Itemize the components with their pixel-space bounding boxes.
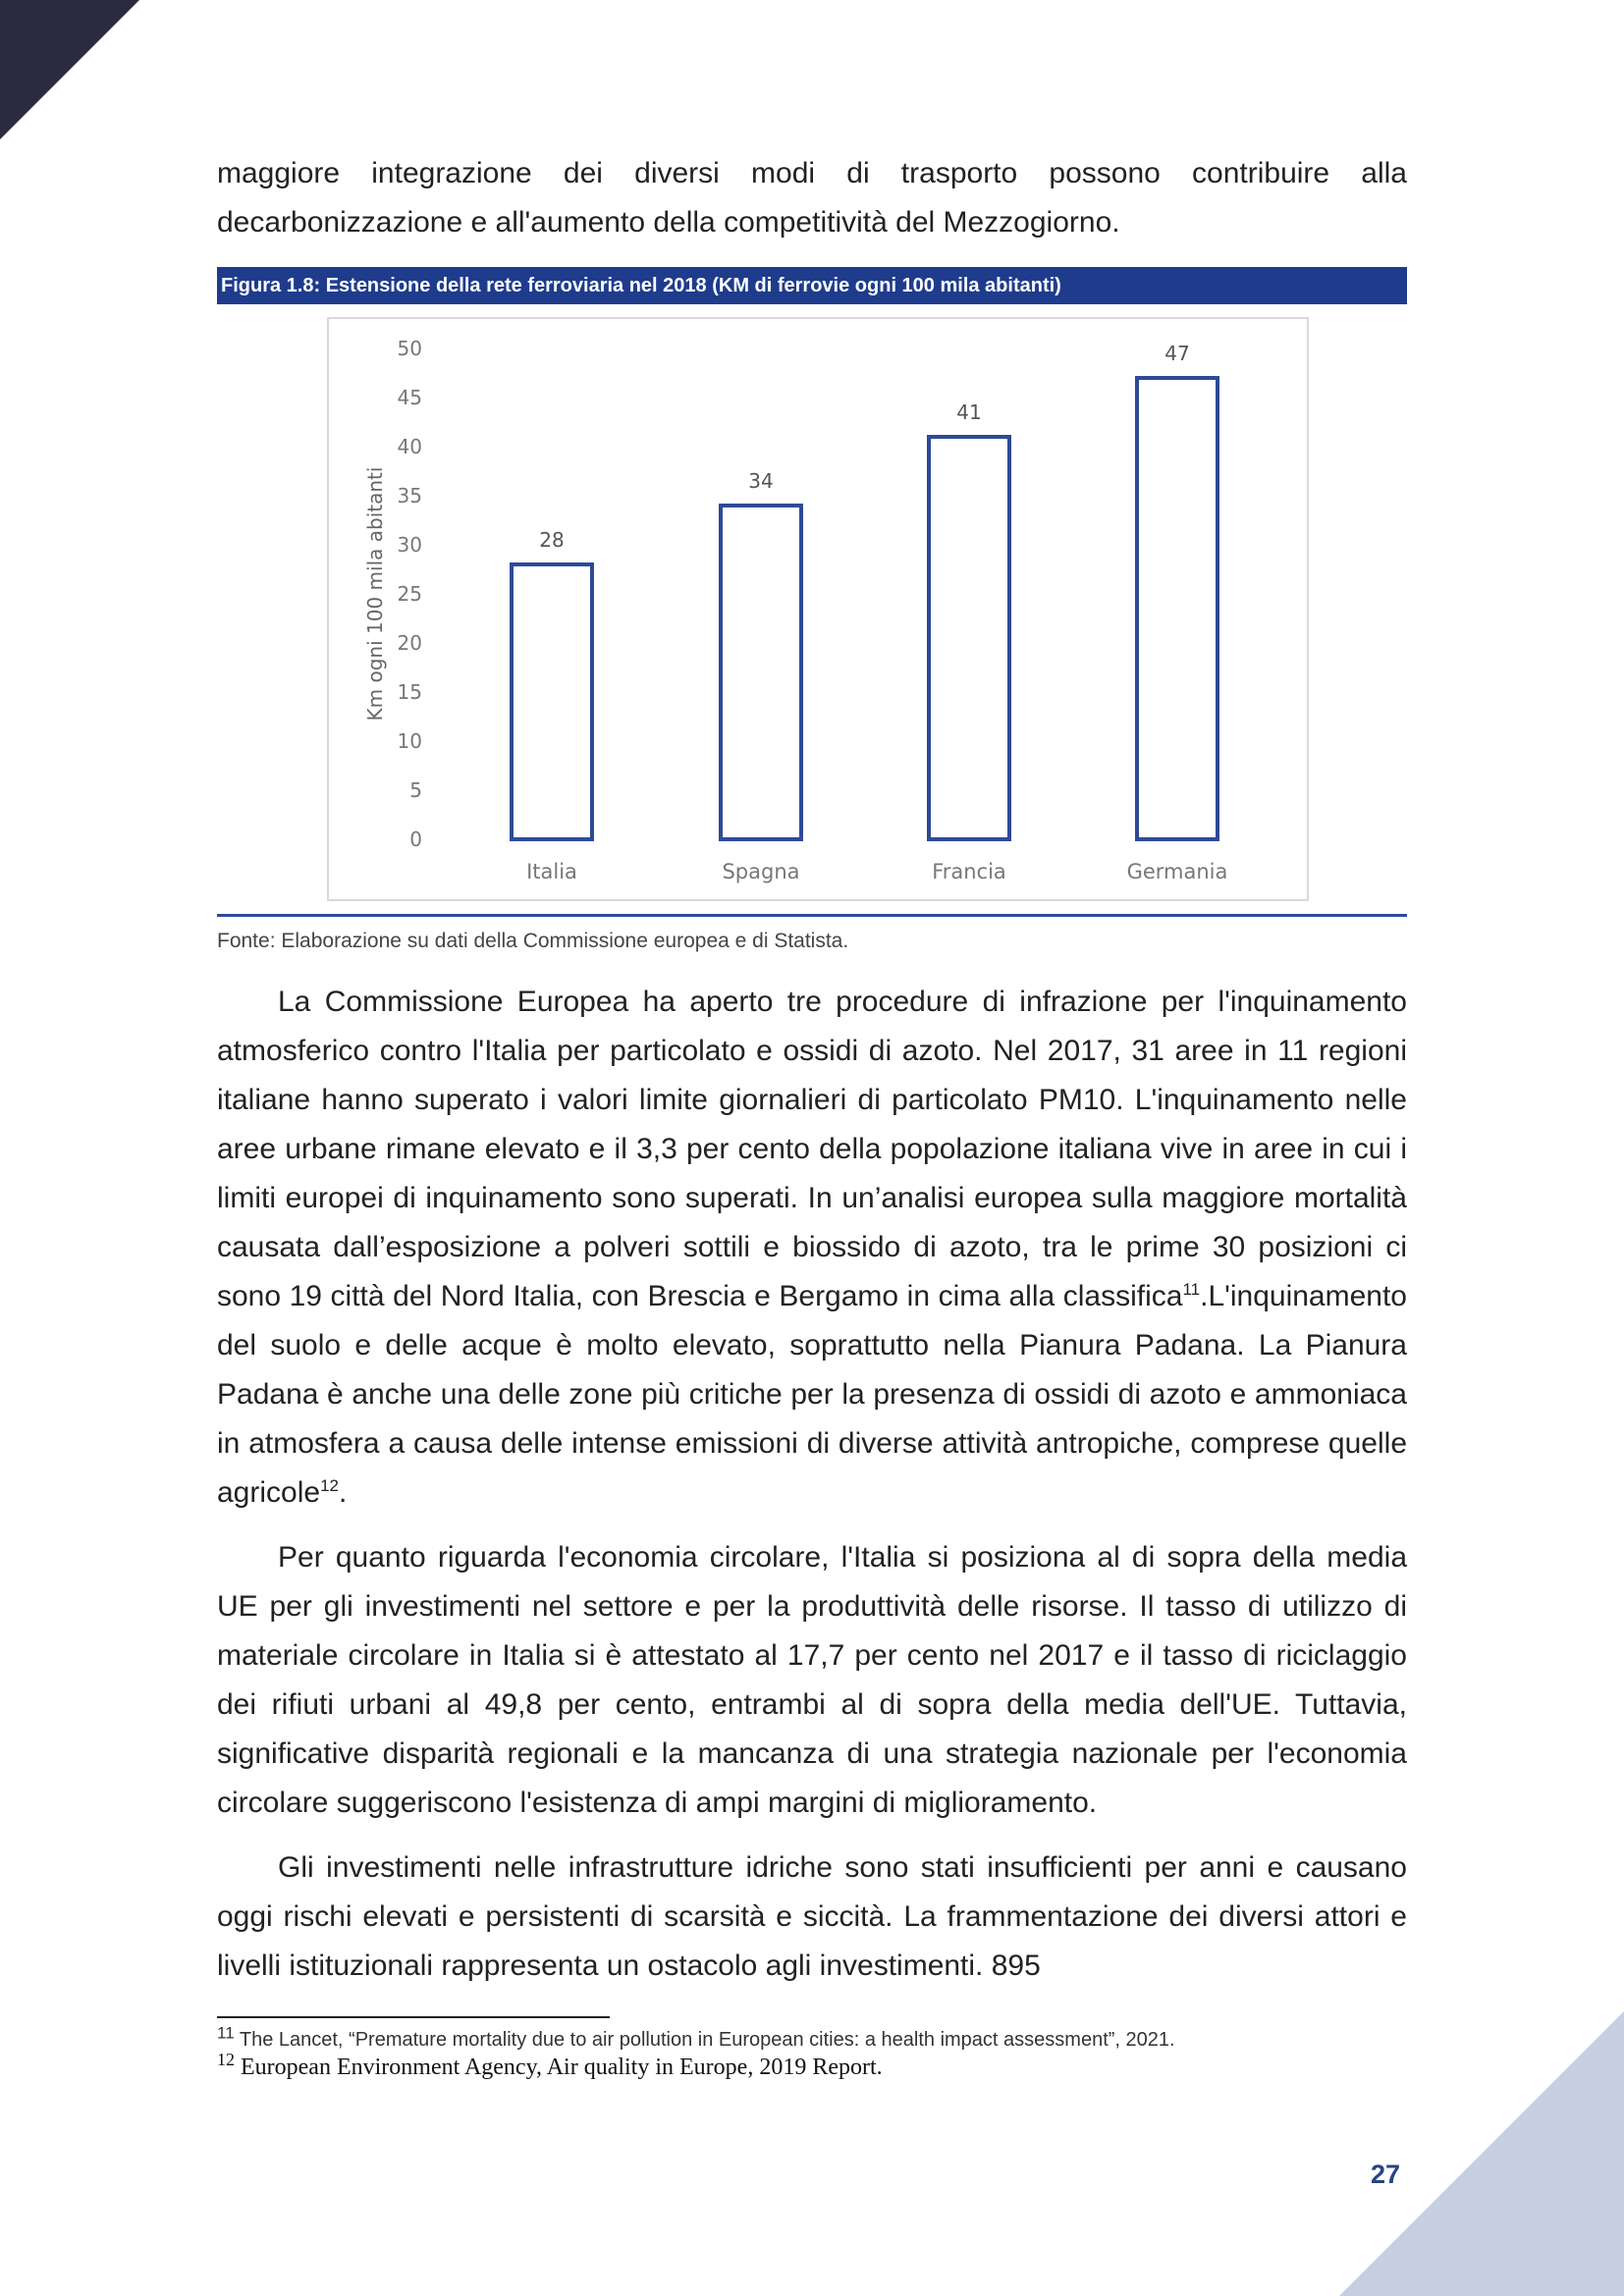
page-content [217,149,1407,2081]
data-label-spagna: 34 [748,469,774,493]
paragraph-air-pollution [217,978,1407,1518]
paragraph-water-infrastructure: Gli investimenti nelle infrastrutture idriche sono stati insufficienti per anni e causano oggi rischi elevati e persistenti di scarsità e siccità. La frammentazione dei diversi attori e livelli istituzionali rappresenta un ostacolo agli investimenti. 895 [217,1851,1407,1982]
footnote-ref-11[interactable]: 11 [1182,1280,1201,1299]
paragraph-1-text-a: La Commissione Europea ha aperto tre procedure di infrazione per l'inquinamento atmosferico contro l'Italia per particolato e ossidi di azoto. Nel 2017, 31 aree in 11 regioni italiane hanno superato i valori limite giornalieri di particolato PM10. L'inquinamento nelle aree urbane rimane elevato e il 3,3 per cento della popolazione italiana vive in aree in cui i limiti europei di inquinamento sono superati. In un’analisi europea sulla maggiore mortalità causata dall’esposizione a polveri sottili e biossido di azoto, tra le prime 30 posizioni ci sono 19 città del Nord Italia, con Brescia e Bergamo in cima alla classifica [217,986,1407,1312]
footnote-12-number: 12 [217,2050,235,2069]
x-tick-label-francia: Francia [932,860,1006,883]
footnote-11-number: 11 [217,2023,235,2043]
data-label-germania: 47 [1164,342,1190,365]
corner-decoration-top [0,0,139,139]
y-tick-label: 30 [397,533,422,557]
y-tick-label: 50 [397,337,422,360]
bar-germania [1137,378,1218,839]
y-tick-label: 40 [397,435,422,458]
paragraph-circular-economy: Per quanto riguarda l'economia circolare, l'Italia si posiziona al di sopra della media UE per gli investimenti nel settore e per la produttività delle risorse. Il tasso di utilizzo di materiale circolare in Italia si è attestato al 17,7 per cento nel 2017 e il tasso di riciclaggio dei rifiuti urbani al 49,8 per cento, entrambi al di sopra della media dell'UE. Tuttavia, significative disparità regionali e la mancanza di una strategia nazionale per l'economia circolare suggeriscono l'esistenza di ampi margini di miglioramento. [217,1541,1407,1819]
footnote-divider [217,2016,610,2018]
figure-source: Fonte: Elaborazione su dati della Commissione europea e di Statista. [217,930,849,952]
figure-title: Figura 1.8: Estensione della rete ferroviaria nel 2018 (KM di ferrovie ogni 100 mila abitanti) [217,267,1407,304]
x-tick-label-italia: Italia [526,860,577,883]
bar-spagna [721,506,801,839]
y-tick-label: 5 [409,778,422,802]
data-label-italia: 28 [539,528,565,552]
bar-francia [929,437,1009,839]
y-tick-label: 45 [397,386,422,409]
paragraph-1-text-b: .L'inquinamento del suolo e delle acque è molto elevato, soprattutto nella Pianura Padana. La Pianura Padana è anche una delle zone più critiche per la presenza di ossidi di azoto e ammoniaca in atmosfera a causa delle intense emissioni di diverse attività antropiche, comprese quelle agricole [217,1280,1407,1509]
y-tick-label: 15 [397,680,422,704]
y-axis-label: Km ogni 100 mila abitanti [363,466,387,721]
y-tick-label: 20 [397,631,422,655]
y-tick-label: 0 [409,828,422,851]
page-number: 27 [1371,2160,1401,2189]
y-tick-label: 25 [397,582,422,606]
chart-frame [327,317,1309,901]
footnote-11 [217,2023,1407,2054]
footnote-11-text: The Lancet, “Premature mortality due to air pollution in European cities: a health impact assessment”, 2021. [239,2029,1175,2051]
y-tick-label: 10 [397,729,422,753]
data-label-francia: 41 [956,400,982,424]
x-tick-label-spagna: Spagna [722,860,800,883]
footnote-12-text: European Environment Agency, Air quality in Europe, 2019 Report. [241,2055,883,2080]
x-tick-label-germania: Germania [1126,860,1228,883]
y-tick-label: 35 [397,484,422,507]
bar-chart [329,319,1307,899]
paragraph-intro: maggiore integrazione dei diversi modi di trasporto possono contribuire alla decarbonizzazione e all'aumento della competitività del Mezzogiorno. [217,157,1407,239]
footnote-ref-12[interactable]: 12 [320,1476,339,1495]
bar-italia [512,564,592,839]
figure-chart [217,304,1407,917]
footnote-12 [217,2050,1407,2081]
paragraph-1-text-c: . [338,1476,348,1509]
